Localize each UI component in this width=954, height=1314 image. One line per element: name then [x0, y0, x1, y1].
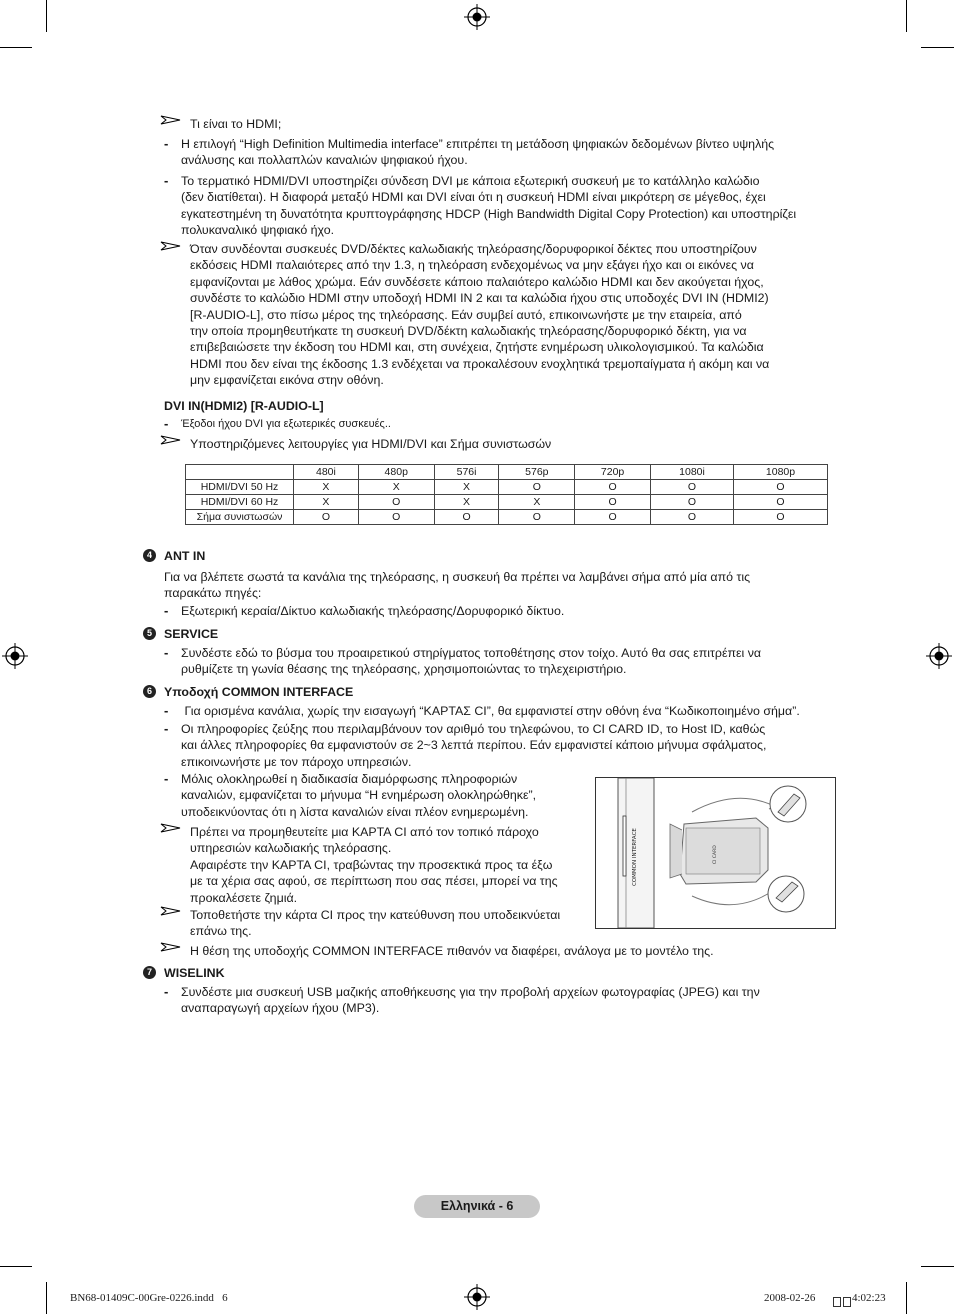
ci-slot-label: COMMON INTERFACE	[632, 828, 638, 886]
dvi-note: Υποστηριζόμενες λειτουργίες για HDMI/DVI και Σήμα συνιστωσών	[190, 437, 552, 451]
table-cell: O	[358, 495, 434, 510]
ant-heading: ANT IN	[164, 549, 206, 563]
table-cell: O	[650, 480, 733, 495]
crop-mark	[46, 1282, 47, 1314]
ant-bullet: Εξωτερική κεραία/Δίκτυο καλωδιακής τηλεόρασης/Δορυφορικό δίκτυο.	[181, 604, 565, 618]
ci-note-1	[190, 824, 558, 906]
text-line: Μόλις ολοκληρωθεί η διαδικασία διαμόρφωσης πληροφοριών	[181, 772, 518, 786]
table-header-row	[186, 465, 828, 480]
text-line: Συνδέστε εδώ το βύσμα του προαιρετικού στηρίγματος τοποθέτησης στον τοίχο. Αυτό θα σας επιτρέπει να	[181, 646, 762, 660]
note-arrow-icon	[160, 435, 182, 445]
table-cell: X	[499, 495, 575, 510]
hdmi-question: Τι είναι το HDMI;	[190, 117, 282, 131]
text-line: Συνδέστε μια συσκευή USB μαζικής αποθήκευσης για την προβολή αρχείων φωτογραφίας (JPEG) και την	[181, 985, 760, 999]
crop-mark	[906, 0, 907, 32]
text-line: επικοινωνήστε με τον πάροχο υπηρεσιών.	[181, 754, 412, 769]
bullet-dash: -	[164, 984, 169, 999]
registration-mark-icon	[464, 1284, 490, 1310]
table-cell: O	[294, 510, 359, 525]
section-number-badge: 6	[143, 685, 156, 698]
dvi-heading: DVI IN(HDMI2) [R-AUDIO-L]	[164, 399, 324, 413]
text-line: Πρέπει να προμηθευτείτε μια ΚΑΡΤΑ CI από τον τοπικό πάροχο	[190, 825, 539, 839]
registration-mark-icon	[926, 643, 952, 669]
text-line: υποδεικνύοντας ότι η λίστα καναλιών είναι πλέον ενημερωμένη.	[181, 804, 529, 819]
table-cell: O	[499, 510, 575, 525]
table-cell	[186, 465, 294, 480]
footer-missing-glyphs	[833, 1294, 851, 1303]
service-text	[181, 645, 761, 678]
table-header: 576p	[499, 465, 575, 480]
text-line: Το τερματικό HDMI/DVI υποστηρίζει σύνδεση DVI με κάποια εξωτερική συσκευή με το κατάλληλο καλώδιο	[181, 174, 760, 188]
table-row-header: HDMI/DVI 50 Hz	[186, 480, 294, 495]
text-line: επιβεβαιώσετε την έκδοση του HDMI και, στη συνέχεια, ζητήστε ενημέρωση υλικολογισμικού. Τα καλώδια	[190, 340, 764, 355]
text-line: Για να βλέπετε σωστά τα κανάλια της τηλεόρασης, η συσκευή θα πρέπει να λαμβάνει σήμα από μία από τις	[164, 570, 751, 584]
table-header: 480p	[358, 465, 434, 480]
crop-mark	[921, 1266, 954, 1267]
text-line: προκαλέσετε ζημιά.	[190, 890, 298, 905]
text-line: αναπαραγωγή αρχείων ήχου (MP3).	[181, 1001, 380, 1016]
table-header: 1080i	[650, 465, 733, 480]
table-cell: O	[575, 495, 651, 510]
table-row	[186, 510, 828, 525]
footer-time: 4:02:23	[852, 1292, 886, 1304]
text-line: την οποία προμηθευτήκατε τη συσκευή DVD/δέκτη καλωδιακής τηλεόρασης/δορυφορικό δέκτη, για να	[190, 324, 747, 339]
ci-note-2	[190, 907, 560, 940]
text-line: μην εμφανίζεται εικόνα στην οθόνη.	[190, 373, 384, 388]
note-arrow-icon	[160, 241, 182, 251]
text-line: Οι πληροφορίες ζεύξης που περιλαμβάνουν τον αριθμό του τηλεφώνου, το CI CARD ID, το Host ID, καθώς	[181, 722, 766, 736]
text-line: με τα χέρια σας αφού, σε περίπτωση που σας πέσει, μπορεί να της	[190, 874, 558, 889]
ci-note-3: Η θέση της υποδοχής COMMON INTERFACE πιθανόν να διαφέρει, ανάλογα με το μοντέλο της.	[190, 944, 714, 958]
text-line: υπηρεσιών καλωδιακής τηλεόρασης.	[190, 841, 392, 856]
note-arrow-icon	[160, 823, 182, 833]
text-line: Όταν συνδέονται συσκευές DVD/δέκτες καλωδιακής τηλεόρασης/δορυφορικοί δέκτες που υποστηρίζουν	[190, 242, 757, 256]
text-line: επάνω της.	[190, 924, 252, 939]
crop-mark	[906, 1282, 907, 1314]
ci-card-drawing	[596, 778, 835, 928]
table-cell: X	[294, 480, 359, 495]
table-cell: X	[294, 495, 359, 510]
crop-mark	[921, 47, 954, 48]
table-cell: X	[434, 480, 499, 495]
text-line: (δεν διατίθεται). Η διαφορά μεταξύ HDMI και DVI είναι ότι η συσκευή HDMI είναι μικρότερη σε μέγεθος, έχει	[181, 190, 766, 205]
note-arrow-icon	[160, 906, 182, 916]
text-line: εκδόσεις HDMI παλαιότερες από την 1.3, η τηλεόραση ενδεχομένως να μην εξάγει ήχο και οι εικόνες να	[190, 258, 754, 273]
note-arrow-icon	[160, 942, 182, 952]
bullet-dash: -	[164, 721, 169, 736]
section-number-badge: 5	[143, 627, 156, 640]
table-row-header: Σήμα συνιστωσών	[186, 510, 294, 525]
table-cell: O	[650, 495, 733, 510]
crop-mark	[0, 47, 32, 48]
bullet-dash: -	[164, 603, 169, 618]
table-header: 1080p	[734, 465, 828, 480]
ci-bullet-1: Για ορισμένα κανάλια, χωρίς την εισαγωγή “ΚΑΡΤΑΣ CI”, θα εμφανιστεί στην οθόνη ένα “Κωδικοποιημένο σήμα”.	[181, 704, 800, 718]
text-line: παρακάτω πηγές:	[164, 586, 262, 601]
supported-modes-table	[185, 464, 828, 525]
text-line: και άλλες πληροφορίες θα εμφανιστούν σε 2~3 λεπτά περίπου. Εάν εμφανιστεί κάποιο μήνυμα σφάλματος,	[181, 738, 767, 753]
table-cell: O	[734, 495, 828, 510]
table-cell: O	[358, 510, 434, 525]
ci-heading: Υποδοχή COMMON INTERFACE	[164, 685, 354, 699]
table-cell: O	[575, 480, 651, 495]
wiselink-heading: WISELINK	[164, 966, 225, 980]
wiselink-text	[181, 984, 760, 1017]
bullet-dash: -	[164, 771, 169, 786]
section-number-badge: 7	[143, 966, 156, 979]
registration-mark-icon	[464, 4, 490, 30]
text-line: ανάλυσης και πολλαπλών καναλιών ψηφιακού ήχου.	[181, 153, 468, 168]
text-line: [R-AUDIO-L], στο πίσω μέρος της τηλεόρασης. Εάν συμβεί αυτό, επικοινωνήστε με την εταιρεία, από	[190, 307, 742, 322]
crop-mark	[46, 0, 47, 32]
table-header: 480i	[294, 465, 359, 480]
text-line: εμφανίζονται με λάθος χρώμα. Εάν συνδέσετε κάποιο παλαιότερο καλώδιο HDMI και δεν ακούγεται ήχος,	[190, 274, 764, 289]
crop-mark	[0, 1266, 32, 1267]
note-arrow-icon	[160, 115, 182, 125]
table-cell: O	[499, 480, 575, 495]
hdmi-para-2	[181, 173, 796, 239]
ci-card-illustration	[595, 777, 836, 929]
service-heading: SERVICE	[164, 627, 219, 641]
table-row	[186, 495, 828, 510]
ci-card-label: CI CARD	[713, 845, 718, 864]
hdmi-note	[190, 241, 769, 389]
table-cell: X	[358, 480, 434, 495]
table-header: 720p	[575, 465, 651, 480]
bullet-dash: -	[164, 645, 169, 660]
text-line: HDMI που δεν είναι της έκδοσης 1.3 ενδέχεται να προκαλέσουν ενοχλητικά τρεμοπαίγματα ή ακόμη και να	[190, 356, 770, 371]
text-line: καναλιών, εμφανίζεται το μήνυμα “Η ενημέρωση ολοκληρώθηκε”,	[181, 788, 537, 803]
table-row	[186, 480, 828, 495]
section-number-badge: 4	[143, 549, 156, 562]
text-line: Τοποθετήστε την κάρτα CI προς την κατεύθυνση που υποδεικνύεται	[190, 908, 561, 922]
bullet-dash: -	[164, 173, 169, 188]
table-cell: O	[434, 510, 499, 525]
text-line: Η επιλογή “High Definition Multimedia interface” επιτρέπει τη μετάδοση ψηφιακών δεδομένων βίντεο υψηλής	[181, 137, 775, 151]
bullet-dash: -	[164, 136, 169, 151]
page-number-badge: Ελληνικά - 6	[414, 1195, 540, 1218]
table-header: 576i	[434, 465, 499, 480]
table-cell: X	[434, 495, 499, 510]
text-line: εγκατεστημένη τη δυνατότητα κρυπτογράφησης HDCP (High Bandwidth Digital Copy Protection) και υποστηρίζει	[181, 206, 797, 221]
text-line: συνδέστε το καλώδιο HDMI στην υποδοχή HDMI IN 2 και τα καλώδια ήχου στις υποδοχές DVI IN (HDMI2)	[190, 291, 769, 306]
table-cell: O	[734, 480, 828, 495]
bullet-dash: -	[164, 703, 169, 718]
table-cell: O	[650, 510, 733, 525]
bullet-dash: -	[164, 416, 169, 431]
dvi-bullet: Έξοδοι ήχου DVI για εξωτερικές συσκευές..	[181, 418, 391, 430]
hdmi-para-1	[181, 136, 774, 169]
text-line: Αφαιρέστε την ΚΑΡΤΑ CI, τραβώντας την προσεκτικά προς τα έξω	[190, 857, 553, 872]
text-line: ρυθμίζετε τη γωνία θέασης της τηλεόρασης, χρησιμοποιώντας το τηλεχειριστήριο.	[181, 662, 627, 677]
registration-mark-icon	[2, 643, 28, 669]
table-cell: O	[575, 510, 651, 525]
footer-date: 2008-02-26	[764, 1292, 816, 1304]
text-line: πολυκαναλικό ψηφιακό ήχο.	[181, 223, 335, 238]
ant-text	[164, 569, 750, 602]
ci-bullet-2	[181, 721, 766, 770]
table-cell: O	[734, 510, 828, 525]
ci-bullet-3	[181, 771, 536, 820]
table-row-header: HDMI/DVI 60 Hz	[186, 495, 294, 510]
footer-file-name: BN68-01409C-00Gre-0226.indd 6	[70, 1292, 228, 1304]
